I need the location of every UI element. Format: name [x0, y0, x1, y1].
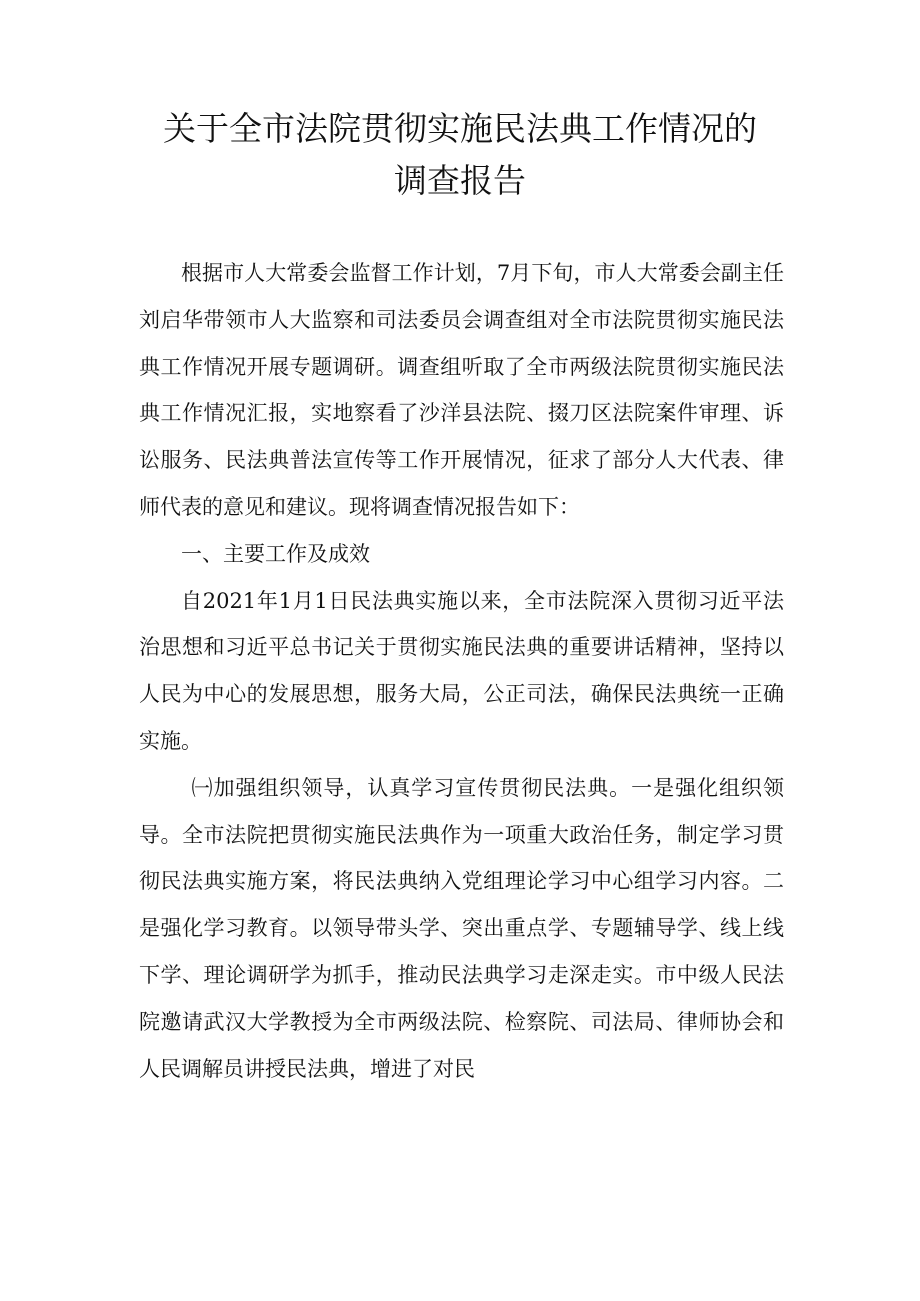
- document-title-line-2: 调查报告: [394, 161, 526, 200]
- document-title-line-1: 关于全市法院贯彻实施民法典工作情况的: [163, 109, 757, 148]
- paragraph-subsection-1: ㈠加强组织领导，认真学习宣传贯彻民法典。一是强化组织领导。全市法院把贯彻实施民法典作为一项重大政治任务，制定学习贯彻民法典实施方案，将民法典纳入党组理论学习中心组学习内容。二是强化学习教育。以领导带头学、突出重点学、专题辅导学、线上线下学、理论调研学为抓手，推动民法典学习走深走实。市中级人民法院邀请武汉大学教授为全市两级法院、检察院、司法局、律师协会和人民调解员讲授民法典，增进了对民: [139, 775, 784, 1081]
- paragraph-overview: 自2021年1月1日民法典实施以来，全市法院深入贯彻习近平法治思想和习近平总书记关于贯彻实施民法典的重要讲话精神，坚持以人民为中心的发展思想，服务大局，公正司法，确保民法典统一正确实施。: [139, 588, 784, 753]
- paragraph-intro: 根据市人大常委会监督工作计划，7月下旬，市人大常委会副主任刘启华带领市人大监察和司法委员会调查组对全市法院贯彻实施民法典工作情况开展专题调研。调查组听取了全市两级法院贯彻实施民法典工作情况汇报，实地察看了沙洋县法院、掇刀区法院案件审理、诉讼服务、民法典普法宣传等工作开展情况，征求了部分人大代表、律师代表的意见和建议。现将调查情况报告如下：: [139, 261, 784, 519]
- section-heading-main-work: 一、主要工作及成效: [181, 541, 370, 566]
- document-body: [139, 250, 784, 1092]
